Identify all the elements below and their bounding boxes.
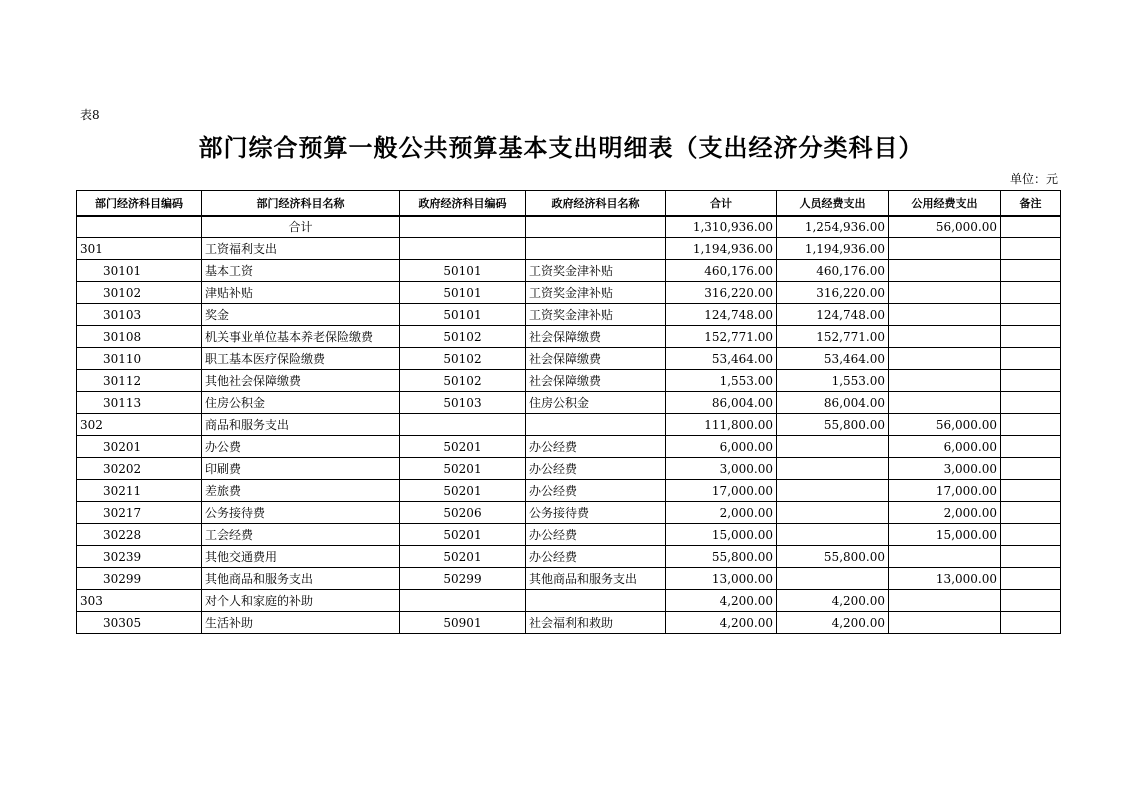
total-cell: 55,800.00 [666,546,777,568]
dept-name-cell: 机关事业单位基本养老保险缴费 [202,326,400,348]
total-cell: 53,464.00 [666,348,777,370]
total-row [77,216,1061,238]
table-row [77,546,1061,568]
total-cell: 111,800.00 [666,414,777,436]
header-gov-name: 政府经济科目名称 [526,191,666,216]
note-cell [1001,414,1061,436]
table-row [77,326,1061,348]
personnel-cell: 152,771.00 [777,326,889,348]
personnel-cell: 316,220.00 [777,282,889,304]
dept-name-cell: 公务接待费 [202,502,400,524]
dept-code-cell: 30202 [77,458,202,480]
public-cell: 15,000.00 [889,524,1001,546]
note-cell [1001,612,1061,634]
table-row [77,414,1061,436]
gov-name-cell: 工资奖金津补贴 [526,282,666,304]
gov-code-cell: 50901 [400,612,526,634]
public-cell: 3,000.00 [889,458,1001,480]
total-cell: 86,004.00 [666,392,777,414]
total-cell: 316,220.00 [666,282,777,304]
note-cell [1001,458,1061,480]
gov-code-cell: 50101 [400,304,526,326]
total-cell: 17,000.00 [666,480,777,502]
table-row [77,524,1061,546]
gov-code-cell: 50299 [400,568,526,590]
header-personnel: 人员经费支出 [777,191,889,216]
dept-code-cell: 30211 [77,480,202,502]
public-cell [889,238,1001,260]
page-title: 部门综合预算一般公共预算基本支出明细表（支出经济分类科目） [198,133,924,162]
personnel-cell: 86,004.00 [777,392,889,414]
header-dept-code: 部门经济科目编码 [77,191,202,216]
note-cell [1001,260,1061,282]
dept-code-cell: 30217 [77,502,202,524]
budget-table [76,190,1061,634]
public-cell [889,546,1001,568]
personnel-cell [777,524,889,546]
total-row-gov-name [526,216,666,238]
total-cell: 460,176.00 [666,260,777,282]
personnel-cell [777,568,889,590]
personnel-cell: 4,200.00 [777,612,889,634]
dept-name-cell: 基本工资 [202,260,400,282]
public-cell [889,282,1001,304]
dept-name-cell: 奖金 [202,304,400,326]
public-cell: 17,000.00 [889,480,1001,502]
public-cell [889,370,1001,392]
table-row [77,502,1061,524]
total-row-personnel: 1,254,936.00 [777,216,889,238]
note-cell [1001,370,1061,392]
table-row [77,370,1061,392]
public-cell [889,326,1001,348]
total-cell: 152,771.00 [666,326,777,348]
public-cell [889,348,1001,370]
total-cell: 3,000.00 [666,458,777,480]
dept-code-cell: 30112 [77,370,202,392]
public-cell [889,612,1001,634]
dept-code-cell: 30102 [77,282,202,304]
note-cell [1001,282,1061,304]
public-cell [889,590,1001,612]
dept-name-cell: 商品和服务支出 [202,414,400,436]
note-cell [1001,568,1061,590]
dept-name-cell: 生活补助 [202,612,400,634]
gov-code-cell: 50201 [400,458,526,480]
dept-name-cell: 工会经费 [202,524,400,546]
public-cell: 2,000.00 [889,502,1001,524]
personnel-cell: 53,464.00 [777,348,889,370]
note-cell [1001,480,1061,502]
note-cell [1001,546,1061,568]
personnel-cell [777,436,889,458]
dept-code-cell: 30299 [77,568,202,590]
gov-code-cell: 50201 [400,524,526,546]
gov-name-cell: 办公经费 [526,480,666,502]
table-row [77,436,1061,458]
dept-name-cell: 其他交通费用 [202,546,400,568]
gov-name-cell: 社会福利和救助 [526,612,666,634]
note-cell [1001,502,1061,524]
header-gov-code: 政府经济科目编码 [400,191,526,216]
personnel-cell: 1,553.00 [777,370,889,392]
gov-code-cell [400,414,526,436]
gov-code-cell: 50101 [400,260,526,282]
total-row-label: 合计 [202,216,400,238]
gov-code-cell: 50201 [400,480,526,502]
dept-code-cell: 30113 [77,392,202,414]
dept-code-cell: 30108 [77,326,202,348]
personnel-cell [777,458,889,480]
public-cell: 13,000.00 [889,568,1001,590]
public-cell: 6,000.00 [889,436,1001,458]
table-row [77,260,1061,282]
note-cell [1001,524,1061,546]
header-note: 备注 [1001,191,1061,216]
header-public: 公用经费支出 [889,191,1001,216]
total-row-total: 1,310,936.00 [666,216,777,238]
personnel-cell [777,502,889,524]
personnel-cell: 4,200.00 [777,590,889,612]
table-row [77,238,1061,260]
dept-code-cell: 30103 [77,304,202,326]
dept-code-cell: 30101 [77,260,202,282]
dept-code-cell: 30110 [77,348,202,370]
gov-name-cell: 社会保障缴费 [526,370,666,392]
total-row-note [1001,216,1061,238]
note-cell [1001,238,1061,260]
gov-code-cell: 50102 [400,370,526,392]
gov-name-cell [526,414,666,436]
note-cell [1001,304,1061,326]
dept-name-cell: 印刷费 [202,458,400,480]
table-row [77,612,1061,634]
total-cell: 1,194,936.00 [666,238,777,260]
personnel-cell: 124,748.00 [777,304,889,326]
table-header-row [77,191,1061,216]
gov-code-cell: 50206 [400,502,526,524]
dept-name-cell: 津贴补贴 [202,282,400,304]
gov-code-cell: 50201 [400,546,526,568]
total-cell: 1,553.00 [666,370,777,392]
table-row [77,568,1061,590]
table-row [77,348,1061,370]
gov-name-cell: 办公经费 [526,436,666,458]
total-cell: 4,200.00 [666,590,777,612]
public-cell: 56,000.00 [889,414,1001,436]
personnel-cell: 460,176.00 [777,260,889,282]
dept-code-cell: 301 [77,238,202,260]
table-number: 表8 [80,108,100,122]
gov-name-cell: 社会保障缴费 [526,348,666,370]
dept-name-cell: 其他社会保障缴费 [202,370,400,392]
gov-name-cell: 工资奖金津补贴 [526,260,666,282]
dept-code-cell: 303 [77,590,202,612]
table-row [77,304,1061,326]
dept-name-cell: 差旅费 [202,480,400,502]
gov-name-cell: 办公经费 [526,524,666,546]
gov-name-cell: 住房公积金 [526,392,666,414]
gov-code-cell: 50201 [400,436,526,458]
dept-name-cell: 职工基本医疗保险缴费 [202,348,400,370]
gov-name-cell: 办公经费 [526,546,666,568]
dept-code-cell: 302 [77,414,202,436]
dept-name-cell: 其他商品和服务支出 [202,568,400,590]
gov-code-cell: 50102 [400,326,526,348]
gov-name-cell: 公务接待费 [526,502,666,524]
note-cell [1001,326,1061,348]
total-row-code [77,216,202,238]
total-cell: 4,200.00 [666,612,777,634]
dept-name-cell: 办公费 [202,436,400,458]
public-cell [889,304,1001,326]
table-row [77,392,1061,414]
gov-name-cell: 社会保障缴费 [526,326,666,348]
table-row [77,590,1061,612]
dept-code-cell: 30201 [77,436,202,458]
gov-code-cell: 50101 [400,282,526,304]
gov-code-cell [400,238,526,260]
public-cell [889,392,1001,414]
gov-code-cell: 50103 [400,392,526,414]
public-cell [889,260,1001,282]
total-cell: 2,000.00 [666,502,777,524]
gov-name-cell: 办公经费 [526,458,666,480]
dept-code-cell: 30305 [77,612,202,634]
gov-name-cell: 工资奖金津补贴 [526,304,666,326]
dept-name-cell: 工资福利支出 [202,238,400,260]
total-row-public: 56,000.00 [889,216,1001,238]
gov-code-cell [400,590,526,612]
table-row [77,458,1061,480]
gov-name-cell [526,590,666,612]
table-row [77,480,1061,502]
personnel-cell: 55,800.00 [777,414,889,436]
note-cell [1001,436,1061,458]
dept-name-cell: 住房公积金 [202,392,400,414]
gov-name-cell [526,238,666,260]
dept-code-cell: 30239 [77,546,202,568]
total-cell: 13,000.00 [666,568,777,590]
total-cell: 124,748.00 [666,304,777,326]
total-cell: 15,000.00 [666,524,777,546]
table-row [77,282,1061,304]
total-row-gov-code [400,216,526,238]
personnel-cell: 1,194,936.00 [777,238,889,260]
header-total: 合计 [666,191,777,216]
gov-name-cell: 其他商品和服务支出 [526,568,666,590]
note-cell [1001,590,1061,612]
personnel-cell [777,480,889,502]
personnel-cell: 55,800.00 [777,546,889,568]
unit-label: 单位：元 [1009,172,1058,186]
header-dept-name: 部门经济科目名称 [202,191,400,216]
total-cell: 6,000.00 [666,436,777,458]
dept-code-cell: 30228 [77,524,202,546]
gov-code-cell: 50102 [400,348,526,370]
note-cell [1001,348,1061,370]
dept-name-cell: 对个人和家庭的补助 [202,590,400,612]
note-cell [1001,392,1061,414]
